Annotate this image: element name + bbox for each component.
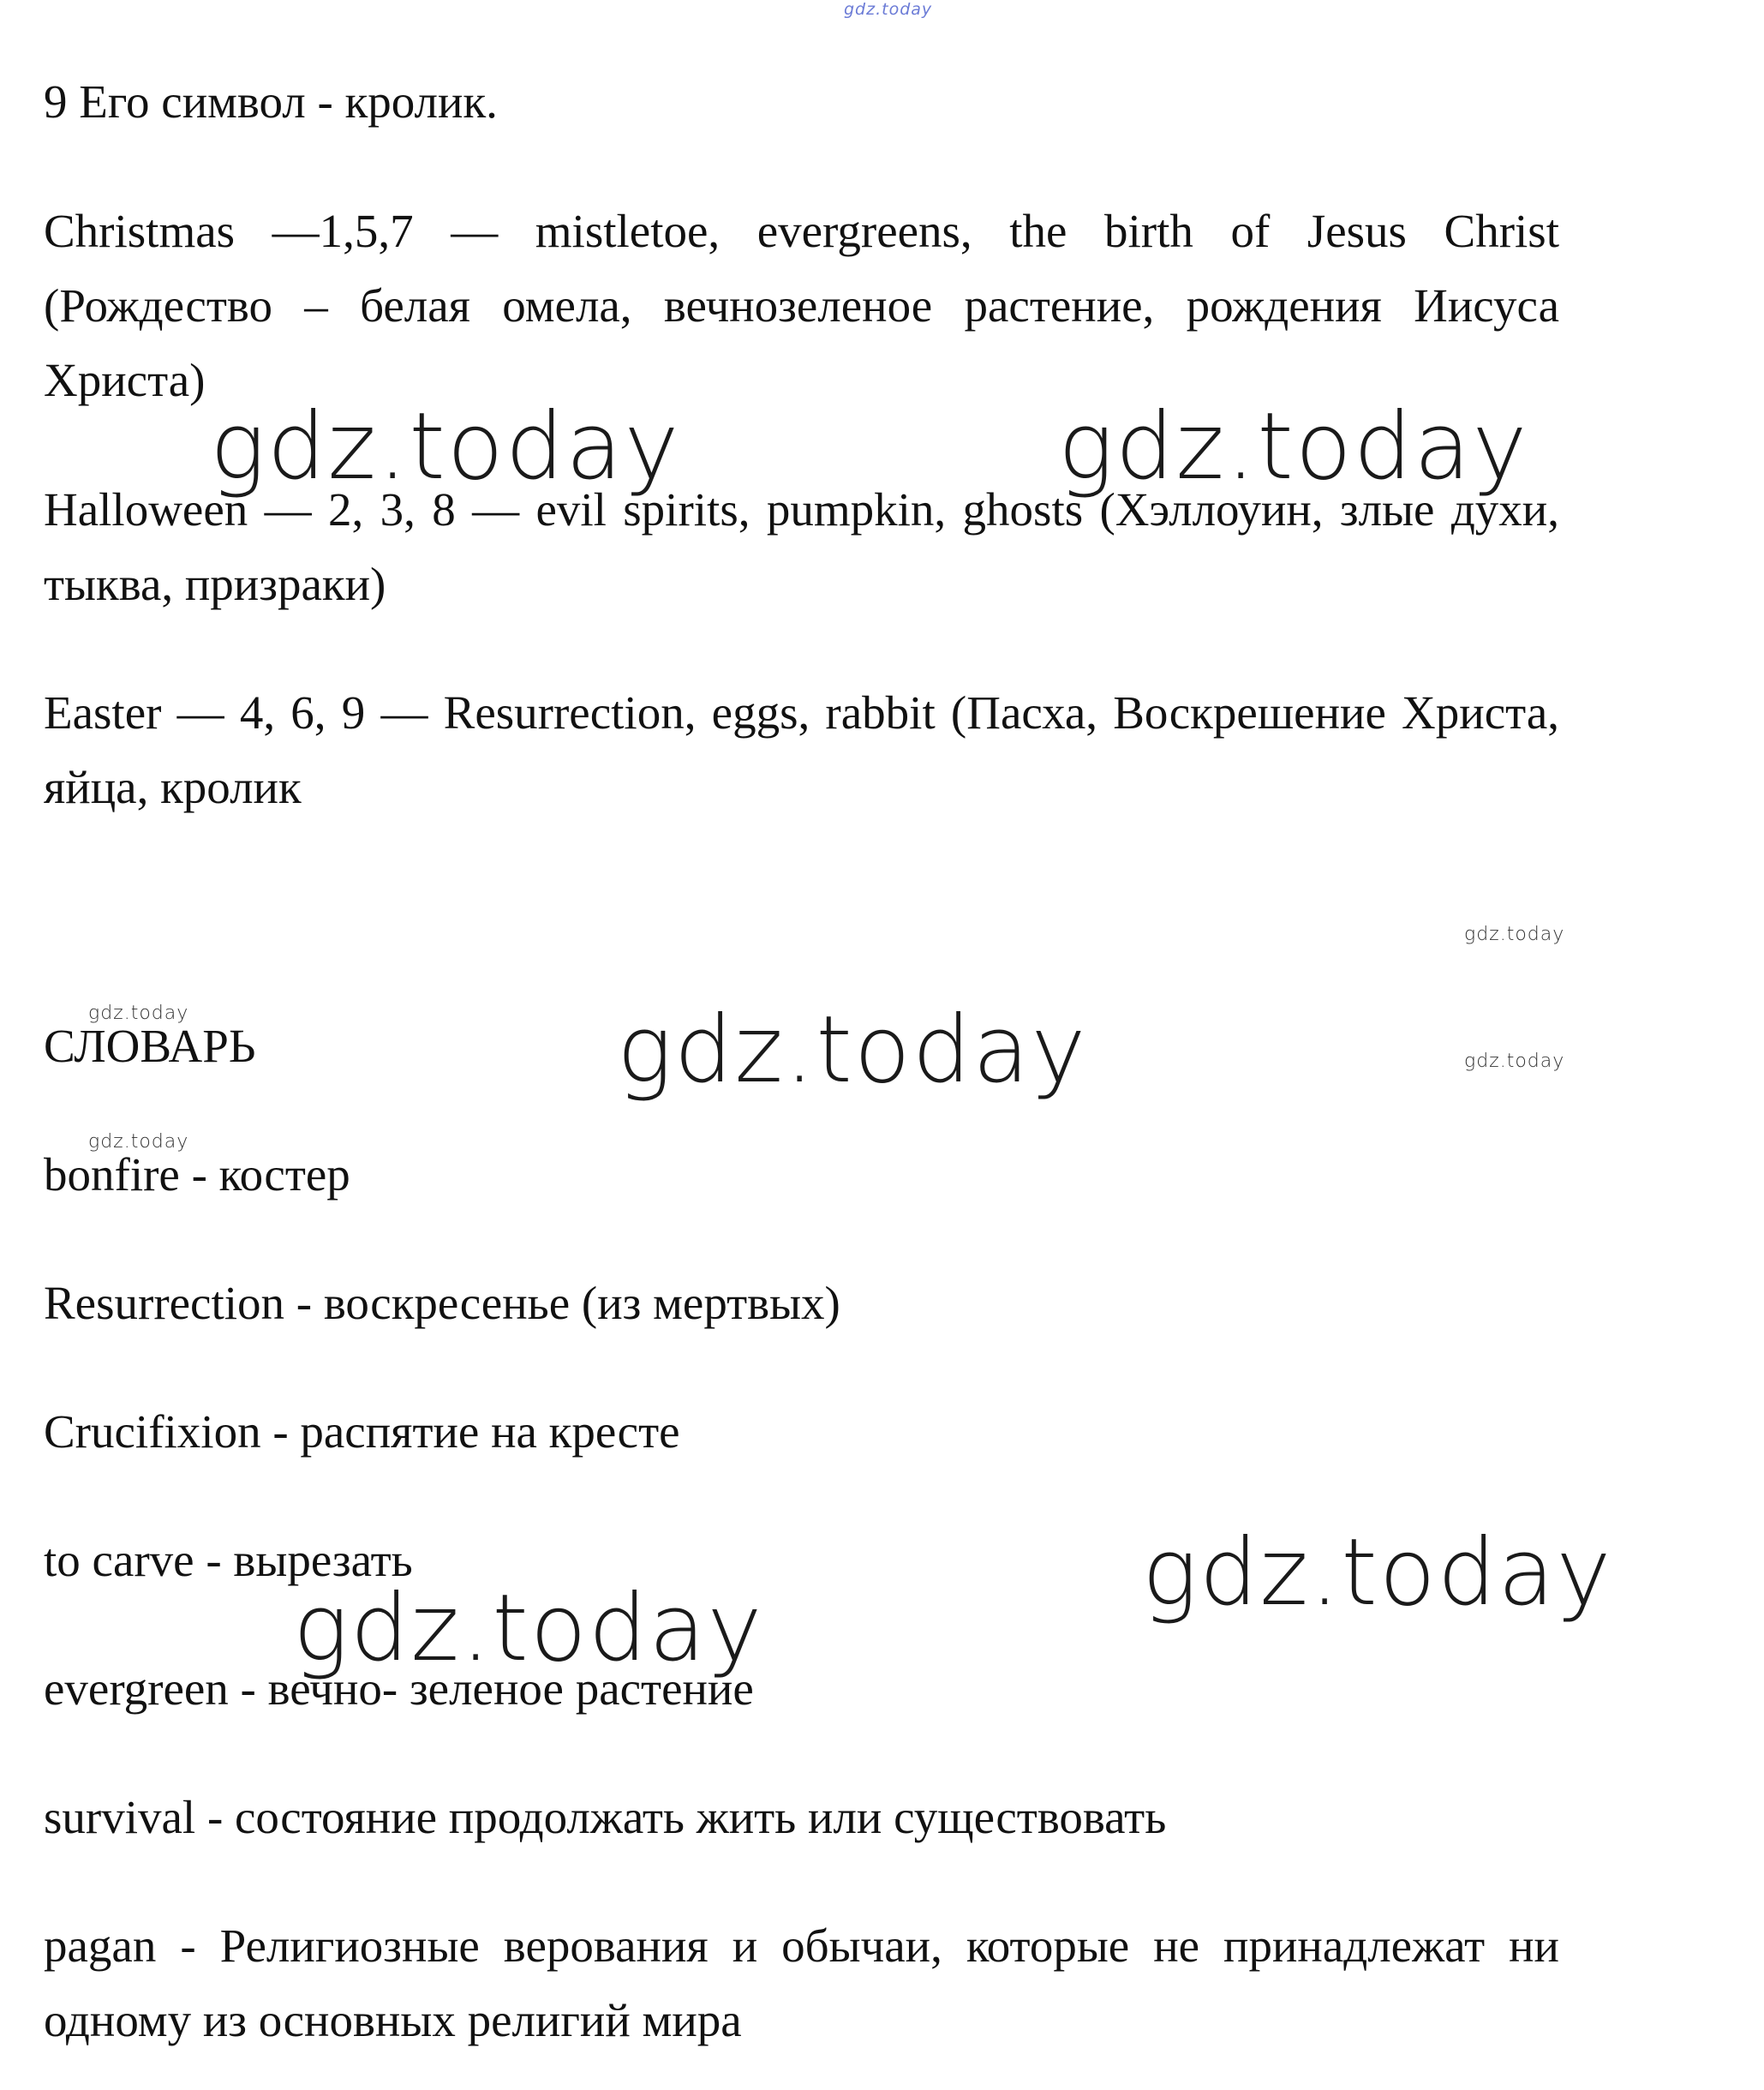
watermark-large: gdz.today [210, 393, 681, 500]
vocab-item-evergreen: evergreen - вечно- зеленое растение [44, 1662, 754, 1715]
vocab-item-pagan: pagan - Религиозные верования и обычаи, которые не принадлежат ни одному из основных религий мира [44, 1919, 1559, 2046]
watermark-small: gdz.today [1464, 924, 1565, 945]
answer-9: 9 Его символ - кролик. [44, 75, 498, 128]
watermark-large: gdz.today [617, 997, 1088, 1104]
watermark-large: gdz.today [293, 1575, 764, 1682]
watermark-small: gdz.today [88, 1003, 189, 1024]
vocabulary-heading: СЛОВАРЬ [44, 1020, 256, 1072]
vocab-item-carve: to carve - вырезать [44, 1534, 413, 1586]
watermark-large: gdz.today [1142, 1519, 1613, 1626]
halloween-paragraph: Halloween — 2, 3, 8 — evil spirits, pumpkin, ghosts (Хэллоуин, злые духи, тыква, призраки) [44, 483, 1559, 610]
watermark-small: gdz.today [1464, 1051, 1565, 1072]
easter-paragraph: Easter — 4, 6, 9 — Resurrection, eggs, rabbit (Пасха, Воскрешение Христа, яйца, кролик [44, 686, 1559, 813]
vocab-item-crucifixion: Crucifixion - распятие на кресте [44, 1405, 680, 1458]
watermark-small: gdz.today [88, 1131, 189, 1153]
christmas-paragraph: Christmas —1,5,7 — mistletoe, evergreens, the birth of Jesus Christ (Рождество – белая омела, вечнозеленое растение, рождения Иисуса Христа) [44, 205, 1559, 406]
vocab-item-bonfire: bonfire - костер [44, 1148, 350, 1201]
vocab-item-survival: survival - состояние продолжать жить или существовать [44, 1791, 1167, 1843]
vocab-item-resurrection: Resurrection - воскресенье (из мертвых) [44, 1277, 840, 1329]
watermark-large: gdz.today [1058, 393, 1529, 500]
watermark-top: gdz.today [844, 0, 933, 19]
